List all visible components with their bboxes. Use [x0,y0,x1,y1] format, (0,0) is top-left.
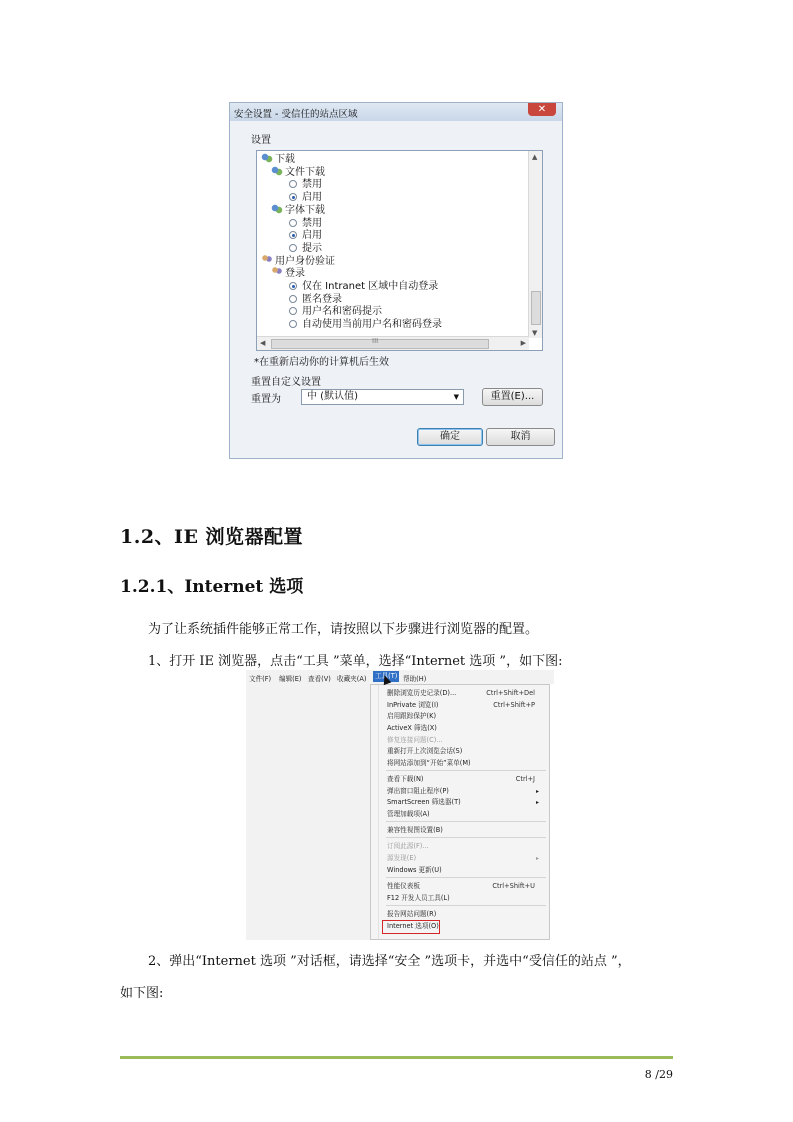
chevron-down-icon: ▼ [453,393,459,401]
menubar-item[interactable]: 编辑(E) [279,675,302,683]
page-background [246,684,370,940]
menu-item-label: Windows 更新(U) [387,866,442,874]
menu-item-label: InPrivate 浏览(I) [387,701,439,709]
menu-separator [386,905,546,906]
step2-paragraph: 2、弹出“Internet 选项 ”对话框，请选择“安全 ”选项卡，并选中“受信任的站点 ”， [148,954,631,969]
tree-item-label: 下载 [275,154,295,165]
menu-separator [386,821,546,822]
tree-item[interactable] [289,280,438,293]
step2-paragraph-continued: 如下图: [120,986,164,1001]
menu-item-label: 订阅此源(F)... [387,842,429,850]
menu-item[interactable] [387,841,545,852]
menu-item[interactable] [387,797,545,808]
settings-group-icon [261,153,273,163]
menu-item[interactable] [387,893,545,904]
menu-item[interactable] [387,735,545,746]
menu-item[interactable] [387,909,545,920]
step1-paragraph: 1、打开 IE 浏览器，点击“工具 ”菜单，选择“Internet 选项 ”，如下图: [148,654,563,669]
security-settings-dialog-screenshot [229,102,563,459]
tree-item-label: 仅在 Intranet 区域中自动登录 [302,281,439,292]
menu-item-label: 弹出窗口阻止程序(P) [387,787,449,795]
close-icon[interactable]: ✕ [528,103,556,116]
scroll-down-icon[interactable]: ▼ [532,329,538,337]
tree-item[interactable] [289,293,342,306]
tree-item-label: 启用 [302,230,322,242]
settings-label: 设置 [251,135,271,146]
vertical-scroll-thumb[interactable] [531,291,541,325]
menu-item[interactable] [387,786,545,797]
tree-item-label: 文件下载 [285,166,325,178]
menu-bar [246,670,554,684]
menu-item-label: 将网站添加到“开始”菜单(M) [387,759,471,767]
menu-icon-gutter [378,685,379,939]
menu-item[interactable] [387,865,545,876]
tree-item-label: 禁用 [302,179,322,191]
tree-item[interactable] [289,178,322,191]
menu-item-label: 查看下载(N) [387,775,424,783]
menu-item-label: SmartScreen 筛选器(T) [387,798,461,806]
menu-separator [386,877,546,878]
settings-tree[interactable] [256,150,543,351]
radio-unchecked-icon [289,307,297,315]
dialog-title: 安全设置 - 受信任的站点区域 [234,109,358,120]
radio-unchecked-icon [289,219,297,227]
reset-to-label: 重置为 [251,394,281,405]
ok-button[interactable]: 确定 [417,428,483,446]
menu-item[interactable] [387,825,545,836]
tree-item-label: 提示 [302,242,322,254]
scroll-up-icon[interactable]: ▲ [532,153,538,161]
scroll-left-icon[interactable]: ◀ [260,339,266,347]
reset-section-label: 重置自定义设置 [251,377,321,388]
radio-checked-icon [289,282,297,290]
tree-item[interactable] [261,255,335,268]
settings-group-icon [271,204,283,214]
menu-item-label: ActiveX 筛选(X) [387,724,437,732]
tree-item[interactable] [289,191,322,204]
users-icon [261,255,273,265]
radio-unchecked-icon [289,180,297,188]
menu-item-shortcut: Ctrl+Shift+Del [486,689,535,697]
radio-checked-icon [289,231,297,239]
radio-unchecked-icon [289,295,297,303]
menu-item[interactable] [387,809,545,820]
menu-item[interactable] [387,711,545,722]
submenu-arrow-icon: ▸ [535,788,539,795]
users-icon [271,267,283,277]
tree-item[interactable] [289,318,442,331]
tree-item[interactable] [289,305,382,318]
scroll-right-icon[interactable]: ▶ [520,339,526,347]
menu-item-label: 修复连接问题(C)... [387,736,443,744]
radio-unchecked-icon [289,320,297,328]
internet-options-highlight [382,920,440,934]
menu-item[interactable] [387,746,545,757]
menu-item-shortcut: Ctrl+Shift+P [493,701,535,709]
menu-item-label: 删除浏览历史记录(D)... [387,689,457,697]
menu-item[interactable] [387,774,545,785]
menubar-item[interactable]: 查看(V) [308,675,331,683]
horizontal-scrollbar[interactable] [257,336,529,350]
horizontal-scroll-thumb[interactable] [271,339,489,349]
menu-item[interactable] [387,758,545,769]
tree-item[interactable] [271,204,325,217]
tree-item-label: 用户身份验证 [275,255,335,267]
tree-item-label: 字体下载 [285,204,325,216]
tree-item-label: 禁用 [302,217,322,229]
menu-item-label: F12 开发人员工具(L) [387,894,450,902]
submenu-arrow-icon: ▸ [535,799,539,806]
menu-item-label: 源发现(E) [387,854,417,862]
menu-item-label: 重新打开上次浏览会话(S) [387,747,463,755]
menu-item[interactable] [387,700,545,711]
cancel-button[interactable]: 取消 [486,428,555,446]
reset-level-select[interactable] [301,389,464,405]
tools-menu-screenshot [246,670,554,940]
tree-item-label: 启用 [302,192,322,204]
vertical-scrollbar[interactable] [528,151,542,338]
menubar-item[interactable]: 帮助(H) [403,675,427,683]
submenu-arrow-icon: ▸ [535,855,539,862]
subsection-heading: 1.2.1、Internet 选项 [120,577,304,597]
radio-unchecked-icon [289,244,297,252]
tree-item[interactable] [271,267,305,280]
tree-item[interactable] [289,242,322,255]
tree-item-label: 自动使用当前用户名和密码登录 [302,319,442,331]
menubar-item[interactable]: 文件(F) [249,675,272,683]
menu-item-label: Internet 选项(O) [387,922,439,930]
footer-rule [120,1056,673,1059]
menu-item-label: 启用跟踪保护(K) [387,712,437,720]
menu-item[interactable] [387,723,545,734]
section-heading: 1.2、IE 浏览器配置 [120,526,304,548]
restart-note: *在重新启动你的计算机后生效 [254,357,389,368]
reset-button[interactable]: 重置(E)... [482,388,543,406]
tree-item[interactable] [261,153,295,166]
menu-item[interactable] [387,688,545,699]
menu-separator [386,837,546,838]
tree-item[interactable] [271,166,325,179]
settings-group-icon [271,166,283,176]
menu-item-label: 报告网站问题(R) [387,910,437,918]
menu-item-label: 性能仪表板 [387,882,420,890]
menu-separator [386,770,546,771]
tree-item[interactable] [289,229,322,242]
tree-item-label: 用户名和密码提示 [302,306,382,318]
dialog-titlebar [230,103,562,121]
menu-item-shortcut: Ctrl+J [515,775,535,783]
menu-item[interactable] [387,881,545,892]
reset-level-value: 中 (默认值) [307,391,358,402]
scroll-grip: III [372,337,379,345]
menu-item-label: 管理加载项(A) [387,810,430,818]
menu-item[interactable] [387,853,545,864]
radio-checked-icon [289,193,297,201]
tree-item-label: 匿名登录 [302,293,342,305]
menu-item-shortcut: Ctrl+Shift+U [492,882,535,890]
menu-item-label: 兼容性视图设置(B) [387,826,443,834]
menubar-item[interactable]: 工具(T) [375,672,398,680]
tree-item[interactable] [289,217,322,230]
page-number: 8 /29 [644,1068,673,1081]
tree-item-label: 登录 [285,268,305,280]
intro-paragraph: 为了让系统插件能够正常工作，请按照以下步骤进行浏览器的配置。 [148,622,539,637]
menubar-item[interactable]: 收藏夹(A) [337,675,367,683]
